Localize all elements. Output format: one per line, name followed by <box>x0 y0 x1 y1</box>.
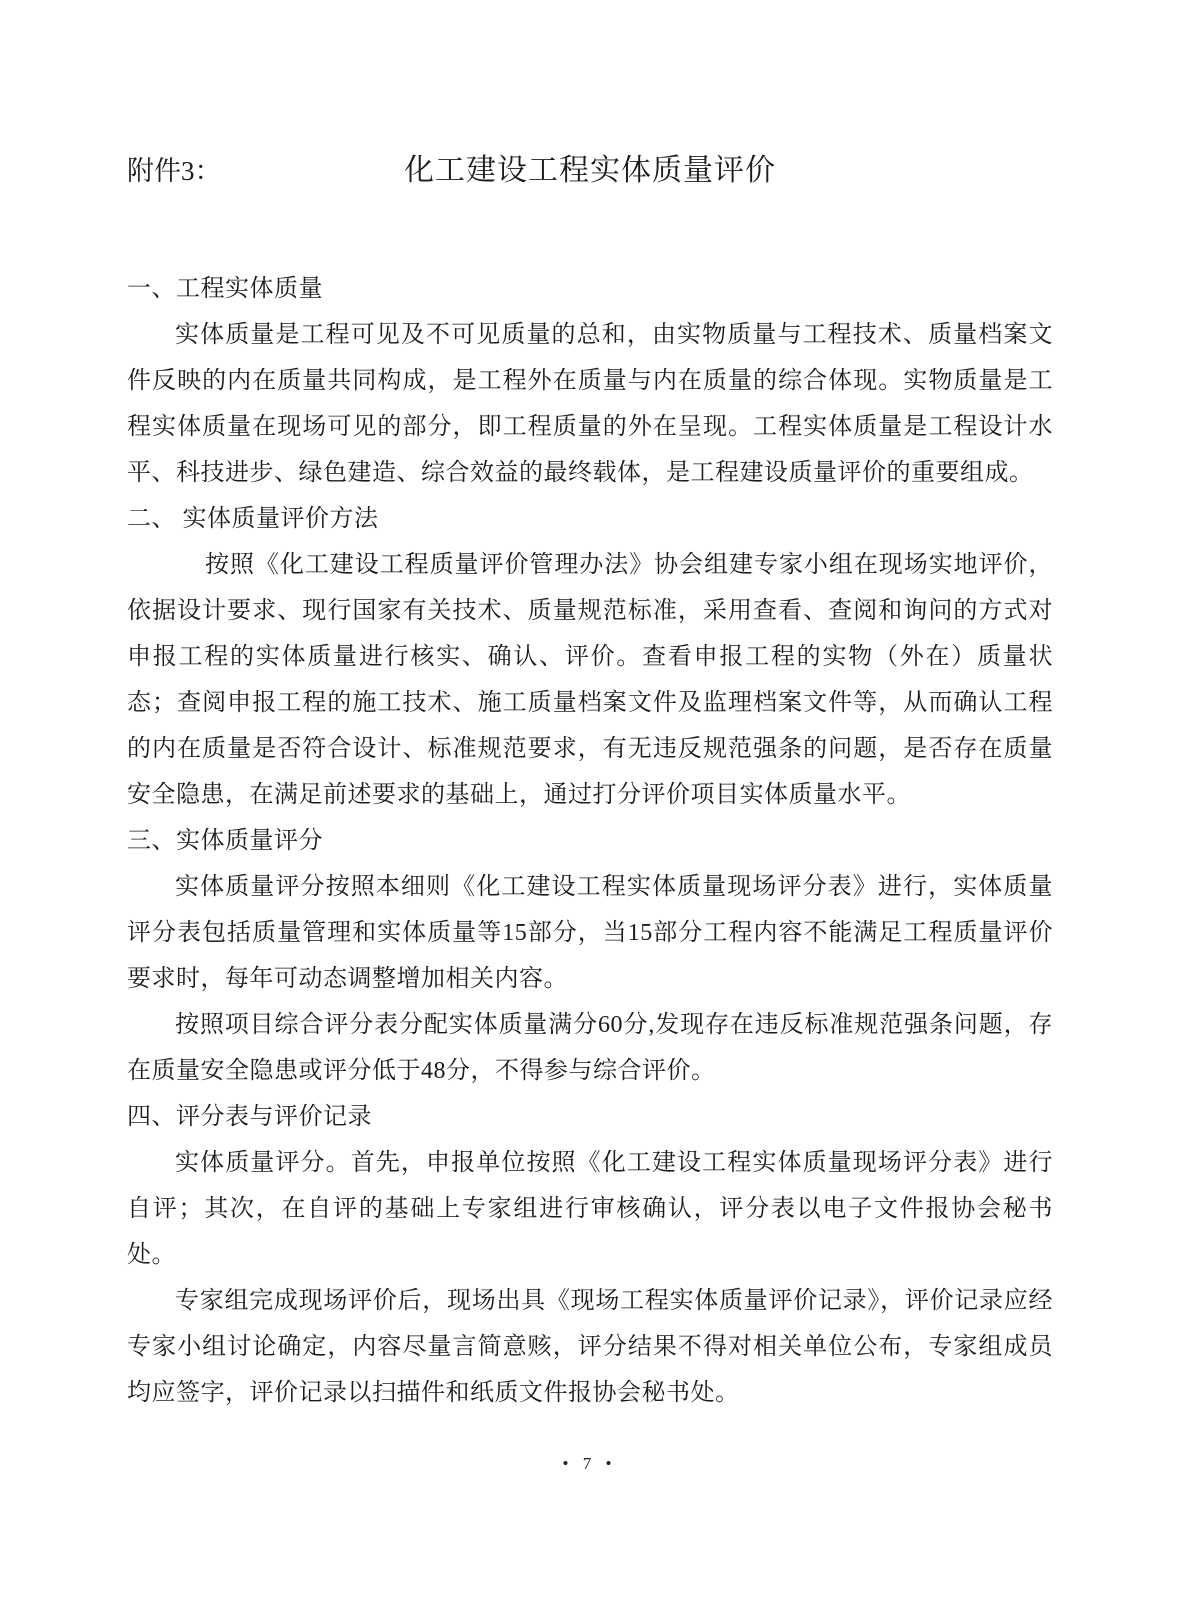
attachment-label: 附件3： <box>127 156 222 186</box>
section-heading: 二、 实体质量评价方法 <box>127 506 379 532</box>
paragraph: 按照项目综合评分表分配实体质量满分60分,发现存在违反标准规范强条问题，存在质量安全隐患或评分低于48分，不得参与综合评价。 <box>127 1012 1053 1084</box>
section-heading: 四、评分表与评价记录 <box>127 1104 372 1130</box>
title-row <box>127 150 1053 192</box>
page-number: • 7 • <box>562 1454 617 1473</box>
paragraph: 实体质量是工程可见及不可见质量的总和，由实物质量与工程技术、质量档案文件反映的内在质量共同构成，是工程外在质量与内在质量的综合体现。实物质量是工程实体质量在现场可见的部分，即工程质量的外在呈现。工程实体质量是工程设计水平、科技进步、绿色建造、综合效益的最终载体，是工程建设质量评价的重要组成。 <box>127 322 1053 486</box>
sections-container <box>127 266 1053 1416</box>
page-title: 化工建设工程实体质量评价 <box>404 154 776 187</box>
paragraph: 实体质量评分按照本细则《化工建设工程实体质量现场评分表》进行，实体质量评分表包括质量管理和实体质量等15部分，当15部分工程内容不能满足工程质量评价要求时，每年可动态调整增加相关内容。 <box>127 874 1053 992</box>
paragraph: 专家组完成现场评价后，现场出具《现场工程实体质量评价记录》，评价记录应经专家小组讨论确定，内容尽量言简意赅，评分结果不得对相关单位公布，专家组成员均应签字，评价记录以扫描件和纸质文件报协会秘书处。 <box>127 1288 1053 1406</box>
paragraph: 按照《化工建设工程质量评价管理办法》协会组建专家小组在现场实地评价，依据设计要求、现行国家有关技术、质量规范标准，采用查看、查阅和询问的方式对申报工程的实体质量进行核实、确认、评价。查看申报工程的实物（外在）质量状态；查阅申报工程的施工技术、施工质量档案文件及监理档案文件等，从而确认工程的内在质量是否符合设计、标准规范要求，有无违反规范强条的问题，是否存在质量安全隐患，在满足前述要求的基础上，通过打分评价项目实体质量水平。 <box>127 552 1053 808</box>
section-heading: 三、实体质量评分 <box>127 828 323 854</box>
section-heading: 一、工程实体质量 <box>127 276 323 302</box>
paragraph: 实体质量评分。首先，申报单位按照《化工建设工程实体质量现场评分表》进行自评；其次，在自评的基础上专家组进行审核确认，评分表以电子文件报协会秘书处。 <box>127 1150 1053 1268</box>
document-content <box>127 150 1053 1416</box>
